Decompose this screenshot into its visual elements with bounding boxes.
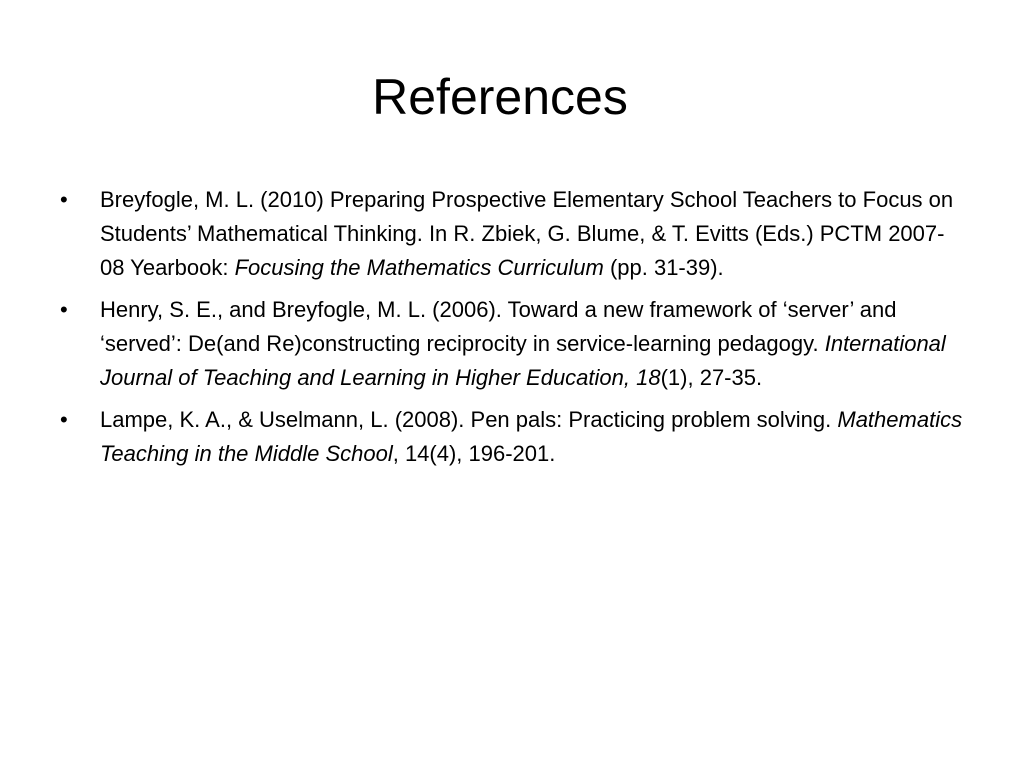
reference-item [56, 293, 966, 395]
bullet-icon: • [60, 187, 68, 212]
reference-text: Lampe, K. A., & Uselmann, L. (2008). Pen pals: Practicing problem solving. [100, 407, 838, 432]
bullet-icon: • [60, 407, 68, 432]
reference-italic-title: Mathematics Teaching in the Middle School [100, 407, 963, 466]
reference-text-end: (pp. 31-39). [603, 255, 724, 280]
reference-text-end: (1), 27-35. [660, 365, 763, 390]
reference-list [56, 183, 966, 479]
reference-italic-title: International Journal of Teaching and Learning in Higher Education, 18 [100, 331, 946, 390]
reference-item [56, 403, 966, 471]
reference-text: Henry, S. E., and Breyfogle, M. L. (2006). Toward a new framework of ‘server’ and ‘served’: De(and Re)constructing reciprocity in service-learning pedagogy. [100, 297, 897, 356]
reference-item [56, 183, 966, 285]
reference-italic-title: Focusing the Mathematics Curriculum [234, 255, 604, 280]
reference-text-end: , 14(4), 196-201. [392, 441, 556, 466]
reference-text: Breyfogle, M. L. (2010) Preparing Prospective Elementary School Teachers to Focus on Students’ Mathematical Thinking. In R. Zbiek, G. Blume, & T. Evitts (Eds.) PCTM 2007-08 Yearbook: [100, 187, 954, 280]
slide-title: References [372, 69, 628, 125]
bullet-icon: • [60, 297, 68, 322]
